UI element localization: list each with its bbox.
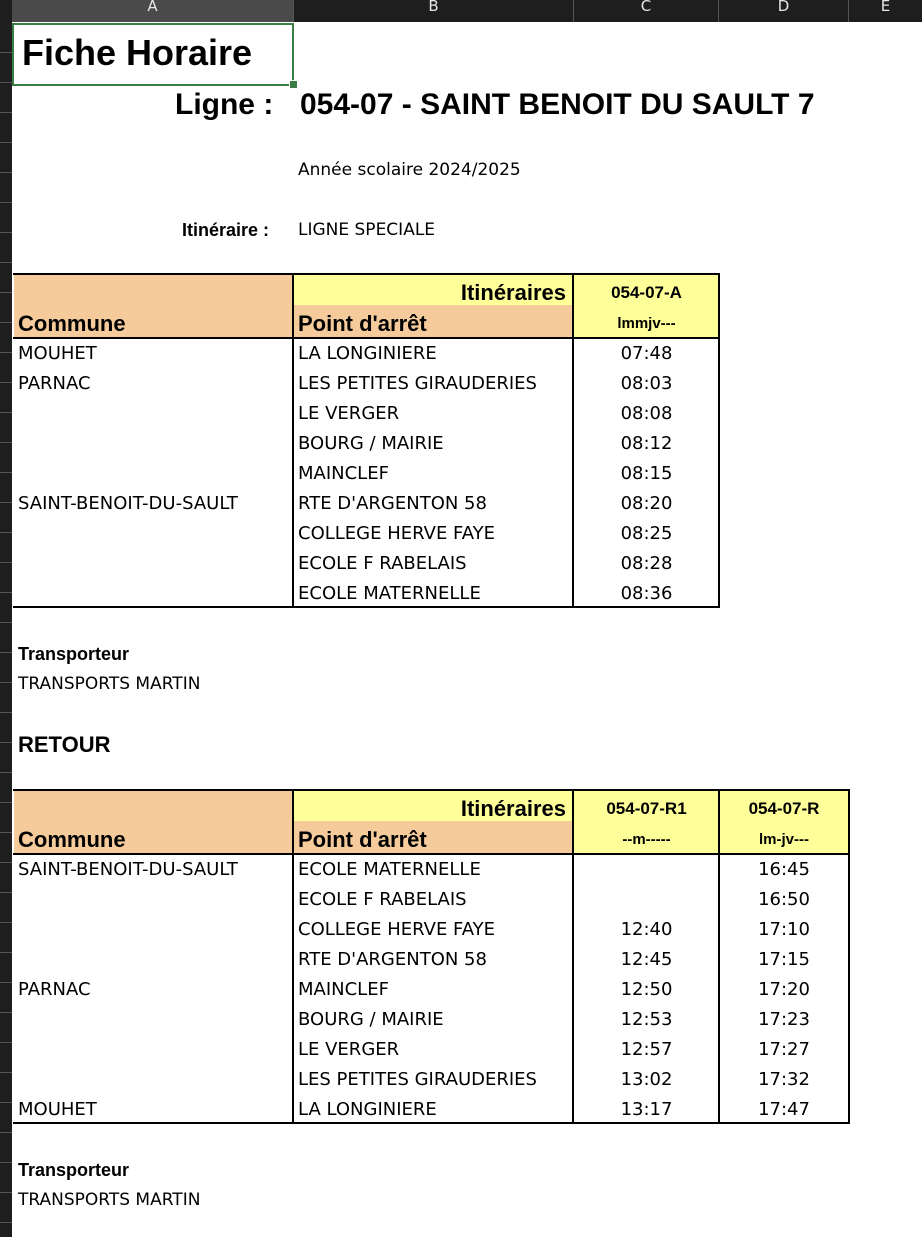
arret-cell[interactable]: ECOLE F RABELAIS: [298, 889, 467, 910]
column-header-a[interactable]: A: [12, 0, 294, 22]
row-header-divider: [0, 472, 12, 473]
arret-cell[interactable]: LA LONGINIERE: [298, 343, 437, 364]
time-cell[interactable]: 17:32: [758, 1069, 810, 1090]
retour-commune-header[interactable]: Commune: [18, 827, 126, 852]
row-header-divider: [0, 712, 12, 713]
arret-cell[interactable]: LES PETITES GIRAUDERIES: [298, 373, 537, 394]
aller-service-days[interactable]: lmmjv---: [617, 315, 676, 332]
time-cell[interactable]: 08:36: [620, 583, 673, 604]
row-header-divider: [0, 1072, 12, 1073]
retour-transporteur-value[interactable]: TRANSPORTS MARTIN: [18, 1190, 201, 1210]
row-header-divider: [0, 82, 12, 83]
row-header-divider: [0, 862, 12, 863]
commune-cell[interactable]: PARNAC: [18, 373, 91, 394]
time-cell[interactable]: 17:15: [758, 949, 810, 970]
arret-cell[interactable]: BOURG / MAIRIE: [298, 433, 444, 454]
time-cell[interactable]: 12:45: [620, 949, 673, 970]
retour-title[interactable]: RETOUR: [18, 732, 111, 757]
time-cell[interactable]: 08:15: [620, 463, 673, 484]
retour-arret-header[interactable]: Point d'arrêt: [298, 827, 427, 852]
arret-cell[interactable]: MAINCLEF: [298, 463, 389, 484]
retour-itineraires-header[interactable]: Itinéraires: [460, 796, 566, 821]
time-cell[interactable]: 08:25: [620, 523, 673, 544]
retour-transporteur-label[interactable]: Transporteur: [18, 1160, 130, 1180]
column-header-c[interactable]: C: [574, 0, 719, 22]
row-header-divider: [0, 172, 12, 173]
time-cell[interactable]: 16:45: [758, 859, 810, 880]
row-header-divider: [0, 532, 12, 533]
row-header-divider: [0, 592, 12, 593]
row-header-divider: [0, 1162, 12, 1163]
arret-cell[interactable]: BOURG / MAIRIE: [298, 1009, 444, 1030]
aller-arret-header[interactable]: Point d'arrêt: [298, 311, 427, 336]
retour-service1-days[interactable]: --m-----: [622, 831, 671, 848]
aller-itineraires-header[interactable]: Itinéraires: [460, 280, 566, 305]
time-cell[interactable]: 17:47: [758, 1099, 810, 1120]
row-header-divider: [0, 412, 12, 413]
time-cell[interactable]: 13:17: [620, 1099, 673, 1120]
time-cell[interactable]: 17:10: [758, 919, 810, 940]
row-header-divider: [0, 562, 12, 563]
arret-cell[interactable]: ECOLE MATERNELLE: [298, 859, 481, 880]
time-cell[interactable]: 08:20: [620, 493, 673, 514]
row-header-divider: [0, 322, 12, 323]
time-cell[interactable]: 08:03: [620, 373, 673, 394]
arret-cell[interactable]: LA LONGINIERE: [298, 1099, 437, 1120]
time-cell[interactable]: 17:20: [758, 979, 810, 1000]
row-header-divider: [0, 52, 12, 53]
time-cell[interactable]: 08:28: [620, 553, 673, 574]
retour-service1-code[interactable]: 054-07-R1: [606, 799, 687, 818]
arret-cell[interactable]: LES PETITES GIRAUDERIES: [298, 1069, 537, 1090]
column-header-bar: [0, 0, 922, 22]
time-cell[interactable]: 17:23: [758, 1009, 810, 1030]
aller-transporteur-label[interactable]: Transporteur: [18, 644, 130, 664]
row-header-divider: [0, 802, 12, 803]
retour-service2-days[interactable]: lm-jv---: [759, 831, 809, 848]
time-cell[interactable]: 12:40: [620, 919, 673, 940]
column-header-b[interactable]: B: [294, 0, 574, 22]
arret-cell[interactable]: LE VERGER: [298, 1039, 400, 1060]
row-header-divider: [0, 292, 12, 293]
row-header-divider: [0, 112, 12, 113]
arret-cell[interactable]: ECOLE F RABELAIS: [298, 553, 467, 574]
row-header-divider: [0, 1042, 12, 1043]
row-header-gutter[interactable]: [0, 22, 12, 1237]
time-cell[interactable]: 12:50: [620, 979, 673, 1000]
row-header-divider: [0, 682, 12, 683]
arret-cell[interactable]: MAINCLEF: [298, 979, 389, 1000]
row-header-divider: [0, 1102, 12, 1103]
row-header-divider: [0, 1222, 12, 1223]
aller-service-code[interactable]: 054-07-A: [611, 283, 682, 302]
ligne-value[interactable]: 054-07 - SAINT BENOIT DU SAULT 7: [300, 88, 815, 121]
annee-scolaire[interactable]: Année scolaire 2024/2025: [298, 160, 521, 180]
row-header-divider: [0, 1192, 12, 1193]
aller-transporteur-value[interactable]: TRANSPORTS MARTIN: [18, 674, 201, 694]
row-header-divider: [0, 982, 12, 983]
time-cell[interactable]: 16:50: [758, 889, 810, 910]
ligne-label[interactable]: Ligne :: [175, 88, 274, 121]
commune-cell[interactable]: MOUHET: [18, 343, 97, 364]
arret-cell[interactable]: RTE D'ARGENTON 58: [298, 949, 487, 970]
column-header-d[interactable]: D: [719, 0, 849, 22]
page-title[interactable]: Fiche Horaire: [22, 32, 253, 73]
fill-handle[interactable]: [289, 80, 298, 89]
retour-service2-code[interactable]: 054-07-R: [748, 799, 820, 818]
time-cell[interactable]: 17:27: [758, 1039, 810, 1060]
commune-cell[interactable]: PARNAC: [18, 979, 91, 1000]
arret-cell[interactable]: COLLEGE HERVE FAYE: [298, 523, 496, 544]
row-header-divider: [0, 832, 12, 833]
row-header-divider: [0, 352, 12, 353]
aller-commune-header[interactable]: Commune: [18, 311, 126, 336]
arret-cell[interactable]: COLLEGE HERVE FAYE: [298, 919, 496, 940]
row-header-divider: [0, 622, 12, 623]
commune-cell[interactable]: MOUHET: [18, 1099, 97, 1120]
row-header-divider: [0, 1012, 12, 1013]
row-header-divider: [0, 382, 12, 383]
time-cell[interactable]: 07:48: [620, 343, 673, 364]
row-header-divider: [0, 1132, 12, 1133]
time-cell[interactable]: 12:53: [620, 1009, 673, 1030]
row-header-divider: [0, 142, 12, 143]
row-header-divider: [0, 442, 12, 443]
commune-cell[interactable]: SAINT-BENOIT-DU-SAULT: [18, 859, 238, 880]
row-header-divider: [0, 892, 12, 893]
row-header-divider: [0, 922, 12, 923]
row-header-divider: [0, 772, 12, 773]
row-header-divider: [0, 652, 12, 653]
arret-cell[interactable]: LE VERGER: [298, 403, 400, 424]
row-header-divider: [0, 952, 12, 953]
time-cell[interactable]: 13:02: [620, 1069, 673, 1090]
column-header-e[interactable]: E: [880, 0, 891, 15]
time-cell[interactable]: 08:12: [620, 433, 673, 454]
row-header-divider: [0, 232, 12, 233]
arret-cell[interactable]: ECOLE MATERNELLE: [298, 583, 481, 604]
time-cell[interactable]: 12:57: [620, 1039, 673, 1060]
row-header-divider: [0, 202, 12, 203]
commune-cell[interactable]: SAINT-BENOIT-DU-SAULT: [18, 493, 238, 514]
itineraire-value[interactable]: LIGNE SPECIALE: [298, 220, 436, 240]
itineraire-label[interactable]: Itinéraire :: [182, 220, 270, 240]
time-cell[interactable]: 08:08: [620, 403, 673, 424]
row-header-divider: [0, 502, 12, 503]
row-header-divider: [0, 742, 12, 743]
row-header-divider: [0, 262, 12, 263]
arret-cell[interactable]: RTE D'ARGENTON 58: [298, 493, 487, 514]
